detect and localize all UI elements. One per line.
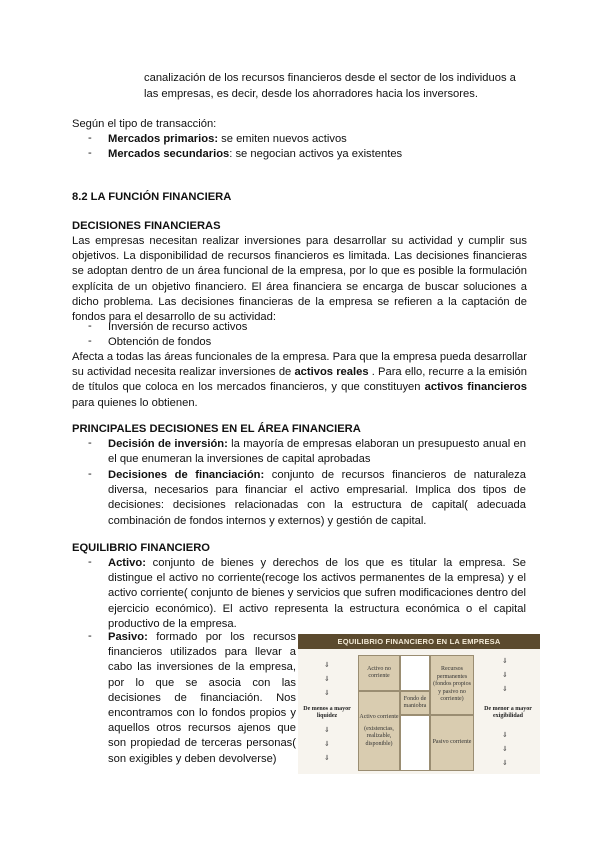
- term: Mercados primarios:: [108, 133, 219, 145]
- arrow-down-icon: ⇓: [502, 759, 508, 767]
- spacer-box: [400, 715, 430, 771]
- activo-corriente-sub: (existencias, realizable, disponible): [364, 725, 394, 747]
- heading-decisiones: DECISIONES FINANCIERAS: [72, 220, 221, 232]
- heading-principales: PRINCIPALES DECISIONES EN EL ÁREA FINANCIERA: [72, 423, 361, 435]
- fondo-maniobra: Fondo de maniobra: [400, 691, 430, 715]
- arrow-down-icon: ⇓: [324, 740, 330, 748]
- item-text: conjunto de bienes y derechos de los que es titular la empresa. Se distingue el activo no corriente(recoge los activos permanentes de la empresa) y el activo corriente( conjunto de bienes y servicios que sufren modificaciones dentro del ejercicio económico). El activo representa la estructura económica o el capital productivo de la empresa.: [108, 557, 526, 630]
- item-text: conjunto de recursos financieros de naturaleza diversa, necesarios para financiar el activo empresarial. Implica dos tipos de decisiones: decisiones relacionadas con la estructura de capital( adecuada combinación de fondos internos y externos) y gestión de capital.: [108, 469, 526, 527]
- intro-line-1: canalización de los recursos financieros desde el sector de los individuos a: [144, 72, 516, 84]
- item-text: se emiten nuevos activos: [218, 133, 347, 145]
- decisiones-para-2: Afecta a todas las áreas funcionales de la empresa. Para que la empresa pueda desarrollar su actividad necesita realizar inversiones de activos reales . Para ello, recurre a la emisión de títulos que coloca en los mercados financieros, y que constituyen activos financieros para quienes lo obtienen.: [72, 351, 527, 409]
- item-text: Inversión de recurso activos: [108, 321, 248, 333]
- section-title: 8.2 LA FUNCIÓN FINANCIERA: [72, 191, 232, 203]
- arrow-down-icon: ⇓: [324, 754, 330, 762]
- activo-no-corriente: Activo no corriente: [358, 655, 400, 691]
- term-activos-reales: activos reales: [294, 366, 369, 379]
- term: Pasivo:: [108, 631, 148, 643]
- arrow-down-icon: ⇓: [502, 657, 508, 665]
- right-label: De menor a mayor exigibilidad: [484, 705, 532, 719]
- arrow-down-icon: ⇓: [502, 671, 508, 679]
- decisiones-para-1: Las empresas necesitan realizar inversiones para desarrollar su actividad y cumplir sus objetivos. La disponibilidad de recursos financieros es limitada. Las decisiones financieras se adoptan dentro de un área funcional de la empresa, por lo que es posible la formulación explícita de un objetivo financiero. El área financiera se encarga de buscar soluciones a dicho problema. Las decisiones financieras de la empresa se refieren a la captación de fondos para el desarrollo de su actividad:: [72, 235, 527, 324]
- item-text: la mayoría de empresas elaboran un presupuesto anual en el que enumeran la inversiones de capital aprobadas: [108, 438, 526, 466]
- term-activos-financieros: activos financieros: [424, 381, 527, 394]
- arrow-down-icon: ⇓: [502, 745, 508, 753]
- term: Decisión de inversión:: [108, 438, 228, 450]
- heading-equilibrio: EQUILIBRIO FINANCIERO: [72, 542, 210, 554]
- arrow-down-icon: ⇓: [324, 689, 330, 697]
- arrow-down-icon: ⇓: [502, 685, 508, 693]
- equilibrio-figure: [298, 649, 540, 774]
- figure-title: EQUILIBRIO FINANCIERO EN LA EMPRESA: [298, 634, 540, 649]
- pasivo-corriente: Pasivo corriente: [430, 715, 474, 771]
- term: Activo:: [108, 557, 146, 569]
- spacer-box: [400, 655, 430, 691]
- item-text: Obtención de fondos: [108, 336, 212, 348]
- arrow-down-icon: ⇓: [502, 731, 508, 739]
- activo-corriente-box: [358, 691, 400, 771]
- intro-line-2: las empresas, es decir, desde los ahorradores hacia los inversores.: [144, 88, 478, 100]
- arrow-down-icon: ⇓: [324, 661, 330, 669]
- left-label: De menos a mayor liquidez: [303, 705, 351, 719]
- arrow-down-icon: ⇓: [324, 726, 330, 734]
- term: Decisiones de financiación:: [108, 469, 265, 481]
- recursos-permanentes: Recursos permanentes (fondos propios y pasivo no corriente): [430, 655, 474, 715]
- transaction-lead: Según el tipo de transacción:: [72, 118, 217, 130]
- arrow-down-icon: ⇓: [324, 675, 330, 683]
- term: Mercados secundarios: [108, 148, 230, 160]
- activo-corriente: Activo corriente: [359, 714, 399, 720]
- item-text: formado por los recursos financieros utilizados para llevar a cabo las inversiones de la empresa, por lo que se asocia con las decisiones de financiación. Nos encontramos con lo fondos propios y aquellos otros recursos ajenos que son propiedad de terceras personas( son exigibles y deben devolverse): [108, 631, 296, 765]
- item-text: : se negocian activos ya existentes: [229, 148, 403, 160]
